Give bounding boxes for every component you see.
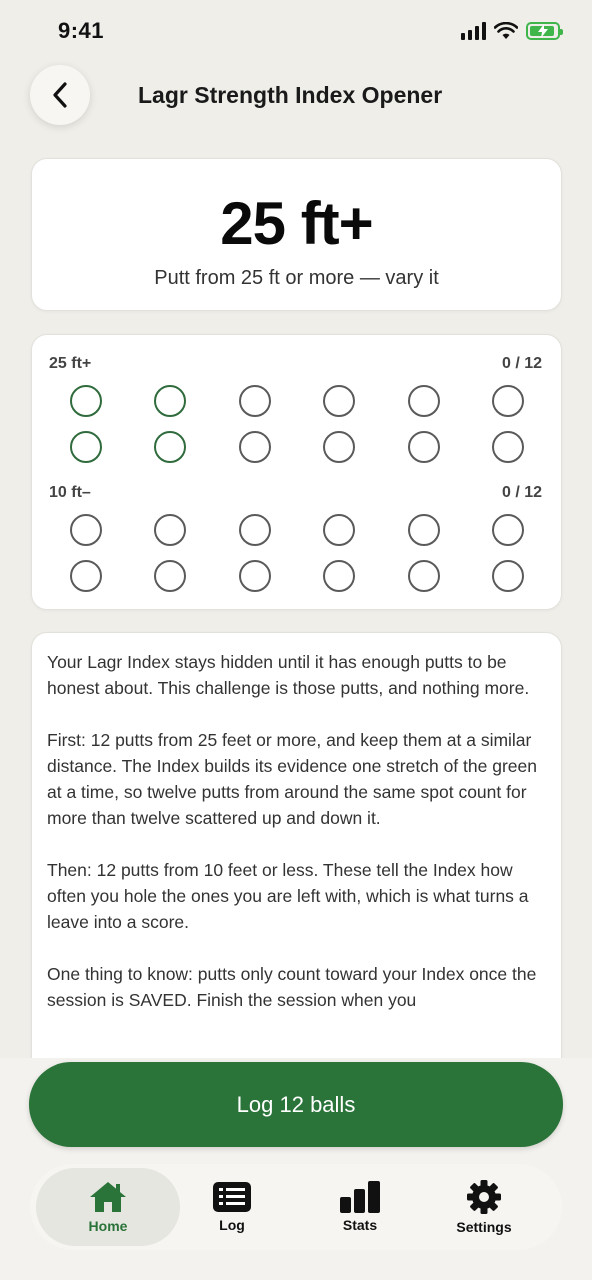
ball-slot[interactable] — [408, 514, 440, 546]
ball-slot[interactable] — [70, 431, 102, 463]
ball-slot[interactable] — [154, 560, 186, 592]
distance-card — [31, 158, 562, 311]
tab-home[interactable] — [36, 1168, 180, 1246]
ball-slot[interactable] — [70, 385, 102, 417]
group-label-long: 25 ft+ — [49, 355, 92, 372]
bar-chart-icon — [339, 1181, 381, 1213]
log-balls-button[interactable]: Log 12 balls — [29, 1062, 563, 1147]
ball-slot[interactable] — [154, 514, 186, 546]
tab-settings[interactable] — [414, 1168, 554, 1246]
description-paragraph: One thing to know: putts only count toward your Index once the session is SAVED. Finish the session when you — [47, 964, 537, 1010]
challenge-description-card — [31, 632, 562, 1092]
tab-label: Settings — [456, 1219, 512, 1235]
ball-slot[interactable] — [408, 560, 440, 592]
tab-bar — [30, 1164, 562, 1250]
status-time: 9:41 — [58, 18, 105, 43]
description-paragraph: Your Lagr Index stays hidden until it has enough putts to be honest about. This challenge is those putts, and nothing more. — [47, 652, 530, 698]
wifi-icon — [494, 22, 518, 40]
group-count-long: 0 / 12 — [501, 355, 542, 372]
tab-label: Log — [219, 1217, 245, 1233]
ball-slot[interactable] — [239, 385, 271, 417]
tab-label: Stats — [342, 1217, 378, 1233]
ball-slot[interactable] — [323, 431, 355, 463]
ball-slot[interactable] — [492, 560, 524, 592]
distance-subtitle: Putt from 25 ft or more — vary it — [154, 267, 439, 289]
ball-tracker-card — [31, 334, 562, 610]
home-icon — [88, 1180, 128, 1214]
group-count-short: 0 / 12 — [501, 484, 542, 501]
ball-slot[interactable] — [239, 514, 271, 546]
back-button[interactable] — [30, 65, 90, 125]
list-icon — [212, 1181, 252, 1213]
ball-slot[interactable] — [408, 385, 440, 417]
battery-icon — [526, 22, 560, 40]
cellular-signal-icon — [461, 22, 486, 40]
ball-slot[interactable] — [70, 514, 102, 546]
ball-slot[interactable] — [239, 560, 271, 592]
ball-slot[interactable] — [492, 431, 524, 463]
description-paragraph: First: 12 putts from 25 feet or more, and keep them at a similar distance. The Index builds its evidence one stretch of the green at a time, so twelve putts from around the same spot count for more than twelve scattered up and down it. — [47, 730, 537, 828]
ball-slot[interactable] — [492, 514, 524, 546]
ball-slot[interactable] — [154, 385, 186, 417]
tab-label: Home — [88, 1218, 128, 1234]
ball-slot[interactable] — [492, 385, 524, 417]
ball-slot[interactable] — [154, 431, 186, 463]
ball-grid-short — [70, 514, 524, 592]
status-icons — [461, 22, 560, 40]
chevron-left-icon — [51, 81, 69, 109]
ball-slot[interactable] — [323, 514, 355, 546]
status-bar — [0, 0, 592, 64]
ball-slot[interactable] — [408, 431, 440, 463]
ball-slot[interactable] — [239, 431, 271, 463]
tab-stats[interactable] — [290, 1168, 430, 1246]
gear-icon — [466, 1179, 502, 1215]
ball-grid-long — [70, 385, 524, 463]
ball-slot[interactable] — [323, 385, 355, 417]
ball-slot[interactable] — [70, 560, 102, 592]
group-label-short: 10 ft– — [49, 484, 91, 501]
distance-heading: 25 ft+ — [220, 190, 373, 257]
description-paragraph: Then: 12 putts from 10 feet or less. These tell the Index how often you hole the ones you are left with, which is what turns a leave into a score. — [47, 860, 529, 932]
ball-slot[interactable] — [323, 560, 355, 592]
tab-log[interactable] — [162, 1168, 302, 1246]
page-title: Lagr Strength Index Opener — [138, 82, 443, 108]
